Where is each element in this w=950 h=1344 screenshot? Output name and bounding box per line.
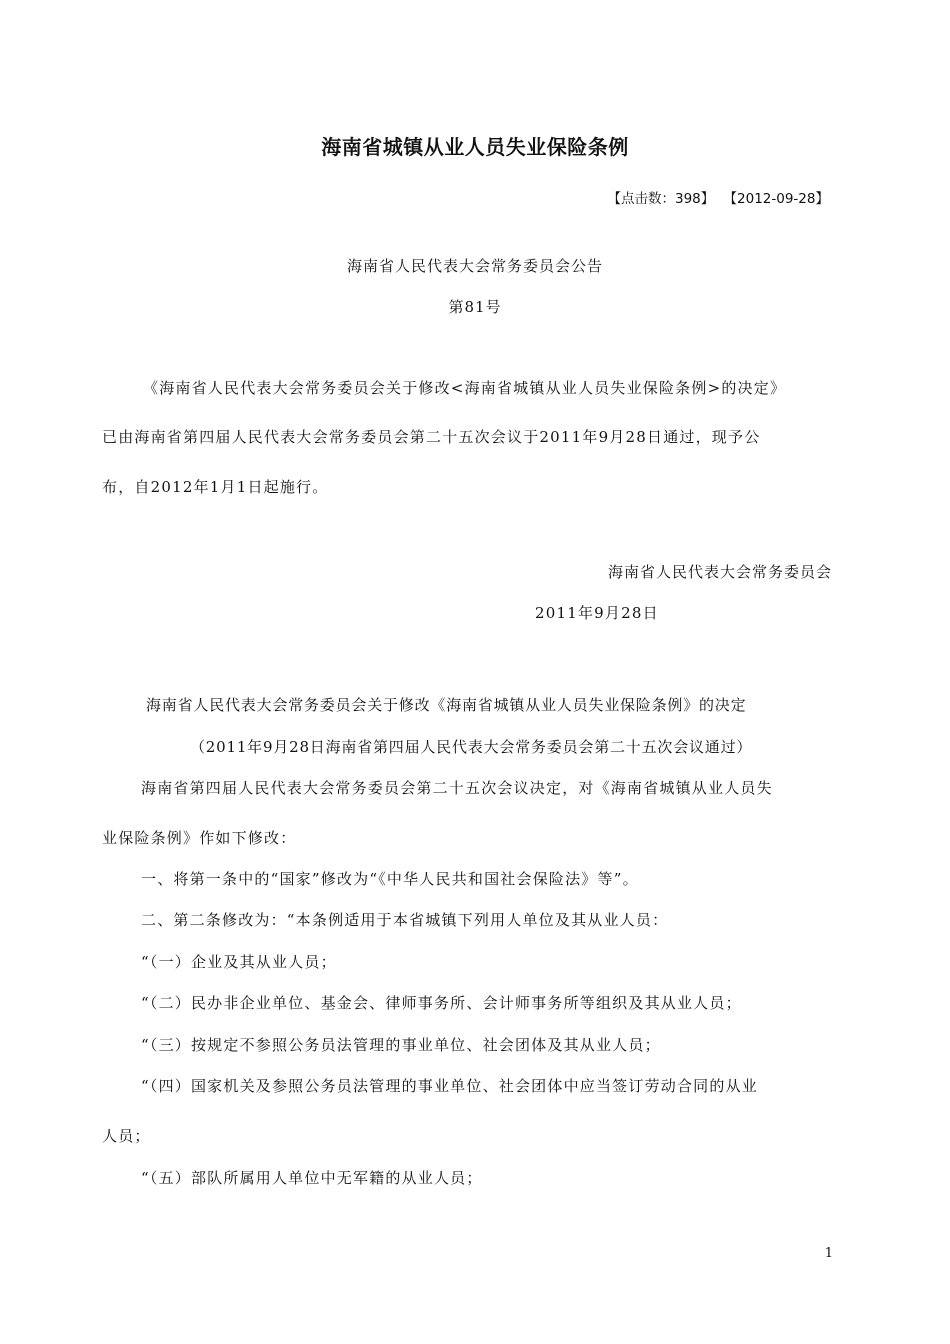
decision-title: 海南省人民代表大会常务委员会关于修改《海南省城镇从业人员失业保险条例》的决定 — [146, 696, 747, 714]
paragraph-line: 海南省第四届人民代表大会常务委员会第二十五次会议决定，对《海南省城镇从业人员失 — [141, 779, 773, 797]
list-item: 二、第二条修改为：“本条例适用于本省城镇下列用人单位及其从业人员： — [141, 911, 669, 929]
signer: 海南省人民代表大会常务委员会 — [607, 563, 832, 581]
meta-line — [608, 187, 830, 207]
paragraph-line: 已由海南省第四届人民代表大会常务委员会第二十五次会议于2011年9月28日通过，现予公 — [102, 428, 761, 446]
list-item: “（三）按规定不参照公务员法管理的事业单位、社会团体及其从业人员； — [141, 1036, 661, 1054]
sign-date: 2011年9月28日 — [535, 604, 659, 622]
notice-number: 第81号 — [448, 298, 502, 316]
publish-date: 【2012-09-28】 — [730, 191, 829, 207]
list-item: 一、将第一条中的“国家”修改为“《中华人民共和国社会保险法》等”。 — [141, 870, 639, 888]
notice-title: 海南省人民代表大会常务委员会公告 — [346, 257, 603, 275]
list-item: “（四）国家机关及参照公务员法管理的事业单位、社会团体中应当签订劳动合同的从业 — [141, 1077, 758, 1095]
list-item: 人员； — [102, 1127, 151, 1145]
decision-subtitle: （2011年9月28日海南省第四届人民代表大会常务委员会第二十五次会议通过） — [190, 738, 753, 756]
page-number: 1 — [824, 1246, 833, 1261]
document-title: 海南省城镇从业人员失业保险条例 — [321, 135, 629, 159]
list-item: “（二）民办非企业单位、基金会、律师事务所、会计师事务所等组织及其从业人员； — [141, 994, 742, 1012]
paragraph-line: 《海南省人民代表大会常务委员会关于修改<海南省城镇从业人员失业保险条例>的决定》 — [143, 379, 787, 397]
list-item: “（一）企业及其从业人员； — [141, 953, 337, 971]
list-item: “（五）部队所属用人单位中无军籍的从业人员； — [141, 1169, 483, 1187]
paragraph-line: 业保险条例》作如下修改： — [102, 829, 297, 847]
paragraph-line: 布，自2012年1月1日起施行。 — [102, 478, 329, 496]
click-count: 【点击数：398】 — [607, 191, 715, 207]
